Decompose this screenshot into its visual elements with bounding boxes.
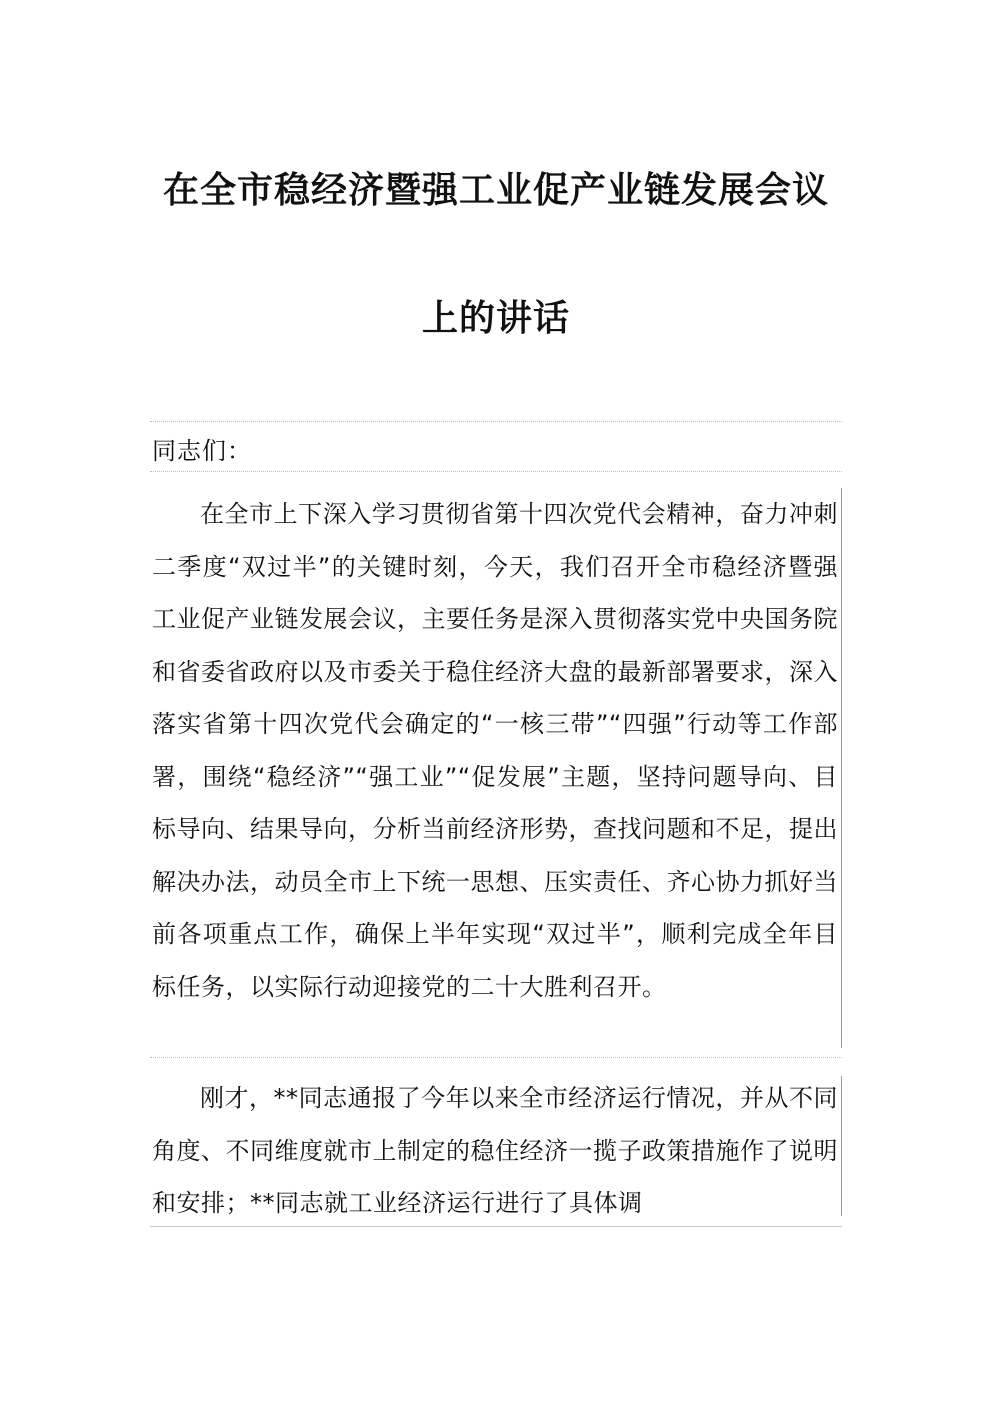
- body-paragraph-2: 刚才，**同志通报了今年以来全市经济运行情况，并从不同角度、不同维度就市上制定的稳住经济一揽子政策措施作了说明和安排；**同志就工业经济运行进行了具体调: [152, 1084, 838, 1217]
- salutation: 同志们：: [152, 437, 252, 465]
- divider-bottom: [150, 1226, 842, 1227]
- document-title-line-2: 上的讲话: [421, 297, 570, 339]
- document-title-line-1: 在全市稳经济暨强工业促产业链发展会议: [162, 169, 829, 211]
- body-paragraph-1: 在全市上下深入学习贯彻省第十四次党代会精神，奋力冲刺二季度“双过半”的关键时刻，今天，我们召开全市稳经济暨强工业促产业链发展会议，主要任务是深入贯彻落实党中央国务院和省委省政府以及市委关于稳住经济大盘的最新部署要求，深入落实省第十四次党代会确定的“一核三带”“四强”行动等工作部署，围绕“稳经济”“强工业”“促发展”主题，坚持问题导向、目标导向、结果导向，分析当前经济形势，查找问题和不足，提出解决办法，动员全市上下统一思想、压实责任、齐心协力抓好当前各项重点工作，确保上半年实现“双过半”，顺利完成全年目标任务，以实际行动迎接党的二十大胜利召开。: [152, 500, 838, 1001]
- divider-top: [150, 421, 842, 422]
- divider-after-salutation: [150, 471, 842, 472]
- paragraph-2-margin-bar: [841, 1076, 842, 1216]
- paragraph-1-margin-bar: [841, 488, 842, 1048]
- divider-between-paragraphs: [150, 1057, 842, 1058]
